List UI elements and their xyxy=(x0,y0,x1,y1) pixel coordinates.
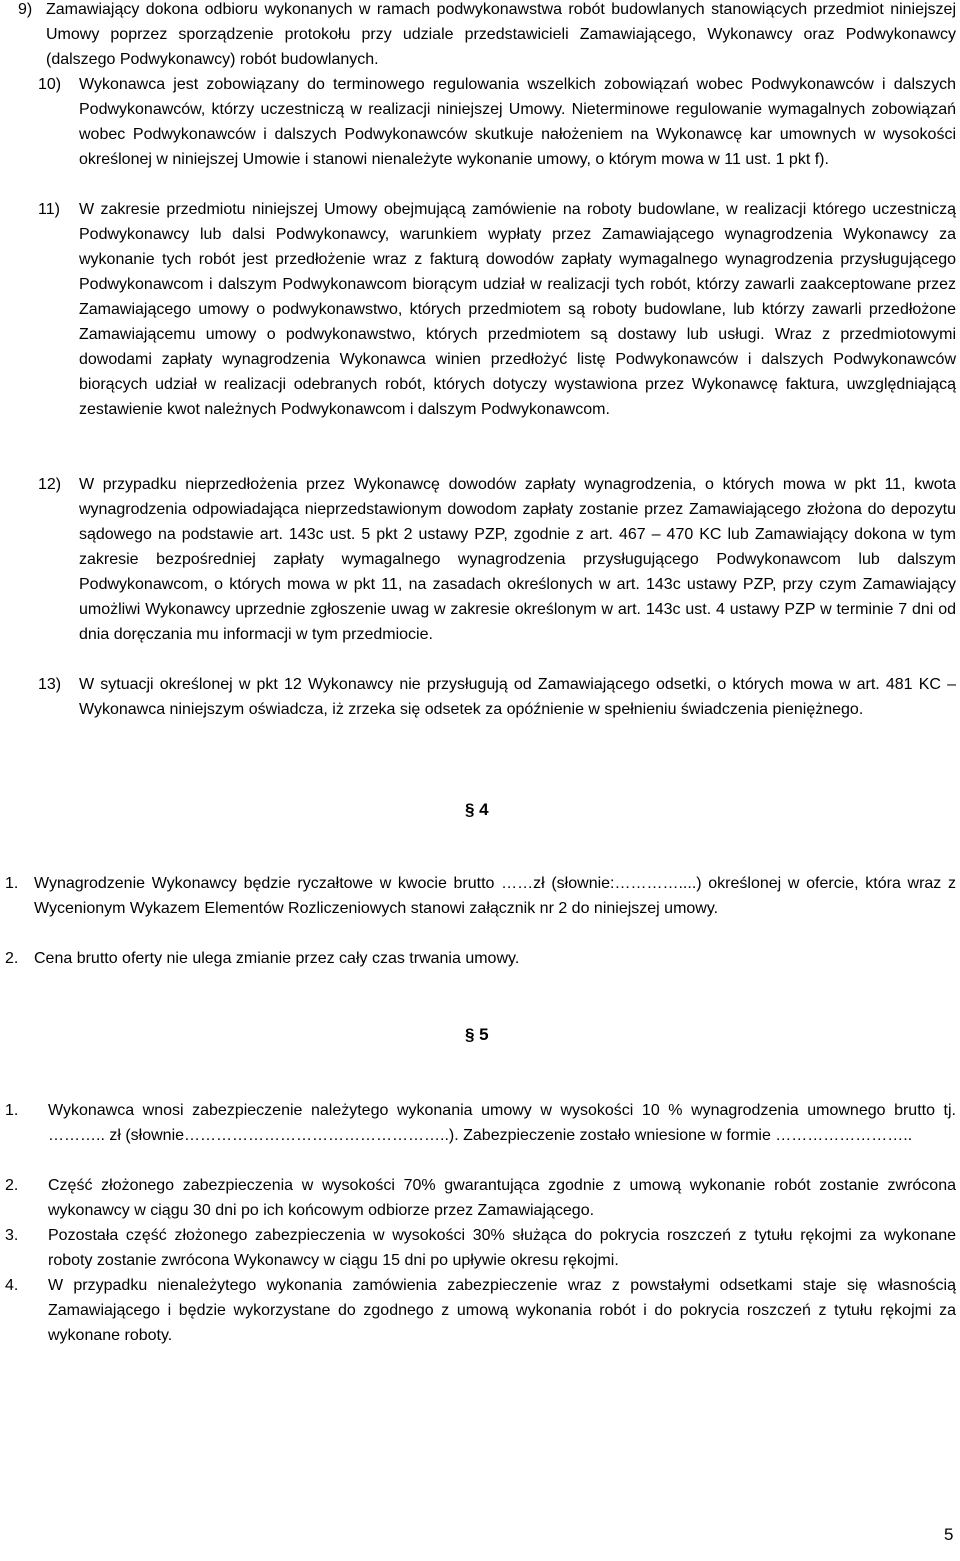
item-10-number: 10) xyxy=(38,76,62,93)
s5-item-2-number: 2. xyxy=(5,1177,19,1194)
item-11-number: 11) xyxy=(38,201,60,218)
item-9-text: Zamawiający dokona odbioru wykonanych w ramach podwykonawstwa robót budowlanych stanowiących przedmiot niniejszej Umowy poprzez sporządzenie protokołu przy udziale przedstawicieli Zamawiającego, Wykonawcy oraz Podwykonawcy (dalszego Podwykonawcy) robót budowlanych. xyxy=(46,1,956,68)
s5-item-1-number: 1. xyxy=(5,1102,19,1119)
page-number: 5 xyxy=(944,1525,954,1544)
s5-item-4-number: 4. xyxy=(5,1277,19,1294)
section-4-heading: § 4 xyxy=(465,800,489,819)
s4-item-2-number: 2. xyxy=(5,950,19,967)
s4-item-1-text: Wynagrodzenie Wykonawcy będzie ryczałtowe w kwocie brutto ……zł (słownie:…………....) określonej w ofercie, która wraz z Wycenionym Wykazem Elementów Rozliczeniowych stanowi załącznik nr 2 do niniejszej umowy. xyxy=(34,875,956,917)
section-5-heading: § 5 xyxy=(465,1025,489,1044)
item-12-text: W przypadku nieprzedłożenia przez Wykonawcę dowodów zapłaty wynagrodzenia, o których mowa w pkt 11, kwota wynagrodzenia odpowiadająca nieprzedstawionym dowodom zapłaty zostanie przez Zamawiającego złożona do depozytu sądowego na podstawie art. 143c ust. 5 pkt 2 ustawy PZP, zgodnie z art. 467 – 470 KC lub Zamawiający dokona w tym zakresie bezpośredniej zapłaty wymagalnego wynagrodzenia przysługującego Podwykonawcom lub dalszym Podwykonawcom, o których mowa w pkt 11, na zasadach określonych w art. 143c ustawy PZP, przy czym Zamawiający umożliwi Wykonawcy uprzednie zgłoszenie uwag w zakresie określonym w art. 143c ust. 4 ustawy PZP w terminie 7 dni od dnia doręczania mu informacji w tym przedmiocie. xyxy=(79,476,956,643)
s5-item-3-text: Pozostała część złożonego zabezpieczenia w wysokości 30% służąca do pokrycia roszczeń z tytułu rękojmi za wykonane roboty zostanie zwrócona Wykonawcy w ciągu 15 dni po upływie okresu rękojmi. xyxy=(48,1227,956,1269)
s4-item-1-number: 1. xyxy=(5,875,19,892)
item-13-number: 13) xyxy=(38,676,62,693)
item-11-text: W zakresie przedmiotu niniejszej Umowy obejmującą zamówienie na roboty budowlane, w realizacji którego uczestniczą Podwykonawcy lub dalsi Podwykonawcy, warunkiem wypłaty przez Zamawiającego wynagrodzenia Wykonawcy za wykonanie tych robót jest przedłożenie wraz z fakturą dowodów zapłaty wymagalnego wynagrodzenia przysługującego Podwykonawcom i dalszym Podwykonawcom biorącym udział w realizacji tych robót, którzy zawarli zaakceptowane przez Zamawiającego umowy o podwykonawstwo, których przedmiotem są roboty budowlane, lub którzy zawarli przedłożone Zamawiającemu umowy o podwykonawstwo, których przedmiotem są dostawy lub usługi. Wraz z przedmiotowymi dowodami zapłaty wynagrodzenia Wykonawca winien przedłożyć listę Podwykonawców i dalszych Podwykonawców biorących udział w realizacji odebranych robót, których dotyczy wystawiona przez Wykonawcę faktura, uwzględniającą zestawienie kwot należnych Podwykonawcom i dalszym Podwykonawcom. xyxy=(79,201,956,418)
s5-item-3-number: 3. xyxy=(5,1227,19,1244)
s5-item-1-text: Wykonawca wnosi zabezpieczenie należytego wykonania umowy w wysokości 10 % wynagrodzenia umownego brutto tj. ……….. zł (słownie…………………………………………..). Zabezpieczenie zostało wniesione w formie …………………….. xyxy=(48,1102,956,1144)
s4-item-2-text: Cena brutto oferty nie ulega zmianie przez cały czas trwania umowy. xyxy=(34,950,520,967)
s5-item-2-text: Część złożonego zabezpieczenia w wysokości 70% gwarantująca zgodnie z umową wykonanie robót zostanie zwrócona wykonawcy w ciągu 30 dni po ich końcowym odbiorze przez Zamawiającego. xyxy=(48,1177,956,1219)
item-13-text: W sytuacji określonej w pkt 12 Wykonawcy nie przysługują od Zamawiającego odsetki, o których mowa w art. 481 KC – Wykonawca niniejszym oświadcza, iż zrzeka się odsetek za opóźnienie w spełnieniu świadczenia pieniężnego. xyxy=(79,676,956,718)
item-12-number: 12) xyxy=(38,476,62,493)
s5-item-4-text: W przypadku nienależytego wykonania zamówienia zabezpieczenie wraz z powstałymi odsetkami staje się własnością Zamawiającego i będzie wykorzystane do zgodnego z umową wykonania robót i do pokrycia roszczeń z tytułu rękojmi za wykonane roboty. xyxy=(48,1277,956,1344)
item-9-number: 9) xyxy=(18,1,33,18)
item-10-text: Wykonawca jest zobowiązany do terminowego regulowania wszelkich zobowiązań wobec Podwykonawców i dalszych Podwykonawców, którzy uczestniczą w realizacji niniejszej Umowy. Nieterminowe regulowanie wymagalnych zobowiązań wobec Podwykonawców i dalszych Podwykonawców skutkuje nałożeniem na Wykonawcę kar umownych w wysokości określonej w niniejszej Umowie i stanowi nienależyte wykonanie umowy, o którym mowa w 11 ust. 1 pkt f). xyxy=(79,76,956,168)
